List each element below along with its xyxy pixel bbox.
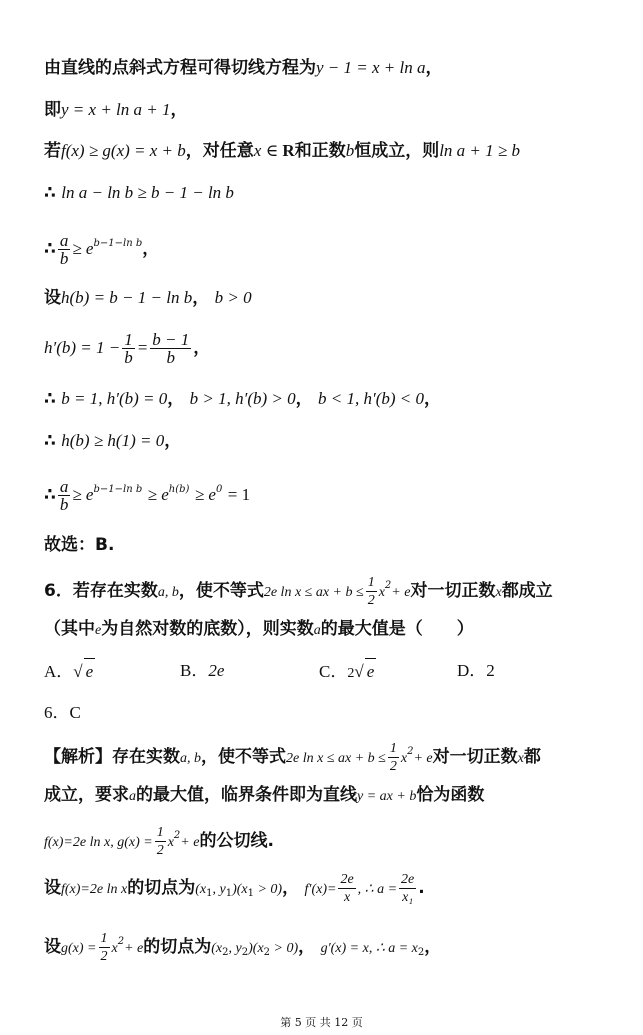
option-a: A．√ e	[44, 658, 95, 685]
fraction: $\frac{1}{2}$	[367, 575, 375, 608]
fraction: $\frac{a}{b}$	[59, 231, 69, 268]
line-answer-b: 故选：B.	[44, 535, 115, 555]
fraction: $\frac{1}{b}$	[124, 330, 133, 367]
sqrt-icon: √	[354, 662, 364, 681]
question-6-stem: 6．若存在实数a, b，使不等式2e ln x ≤ ax + b ≤ $\frac{1}{2}$ $x^2+ e$对一切正数x都成立	[44, 575, 553, 608]
option-c: C．2√ e	[319, 658, 376, 687]
line-define-h: 设h(b) = b − 1 − ln b， b > 0	[44, 288, 252, 308]
analysis-line-3: f(x)=2e ln x, g(x) = $\frac{1}{2}$ $x^2+ e$的公切线.	[44, 825, 274, 858]
fraction: $\frac{2e}{\text{x₁}}$	[401, 872, 415, 905]
fraction: $\frac{b - 1}{b}$	[152, 330, 190, 367]
line-conclusion-chain: ∴ $\frac{a}{b}$ ≥ $e^{b-1-ln b} \ge e^{h(b)} \ge e^0 = 1$	[44, 477, 251, 514]
line-ratio-exp: ∴ $\frac{a}{b}$ ≥ $e^{b-1-ln b}$，	[44, 231, 160, 268]
fraction: $\frac{1}{2}$	[389, 741, 397, 774]
line-log-inequality: ∴ ln a − ln b ≥ b − 1 − ln b	[44, 183, 234, 203]
analysis-line-4: 设f(x)=2e ln x的切点为($x_1$, $y_1)(x_1 > 0)$， f′(x)= $\frac{2e}{x}$ , ∴ a = $\frac{2e}{\text{x₁}}$ .	[44, 872, 425, 905]
line-condition: 若f(x) ≥ g(x) = x + b，对任意x ∈ R和正数b恒成立，则ln a + 1 ≥ b	[44, 141, 520, 161]
page-number-footer: 第 5 页 共 12 页	[280, 1016, 363, 1029]
option-d: D．2	[457, 661, 495, 680]
question-6-options	[44, 658, 623, 684]
line-derivative-h: h′(b) = 1 − $\frac{1}{b}$ = $\frac{b - 1}{b}$ ，	[44, 330, 211, 367]
sqrt-icon: √	[73, 662, 83, 681]
line-h-minimum: ∴ h(b) ≥ h(1) = 0，	[44, 431, 182, 451]
analysis-line-5: 设g(x) = $\frac{1}{2}$ $x^2+ e$的切点为($x_2$, $y_2)(x_2 > 0)$， g′(x) = x, ∴ $a = x_2$，	[44, 931, 442, 964]
analysis-line-1: 【解析】存在实数a, b，使不等式2e ln x ≤ ax + b ≤ $\frac{1}{2}$ $x^2+ e$对一切正数x都	[44, 741, 541, 774]
fraction: $\frac{1}{2}$	[100, 931, 108, 964]
analysis-line-2: 成立，要求a的最大值，临界条件即为直线y = ax + b恰为函数	[44, 785, 485, 805]
fraction: $\frac{a}{b}$	[59, 477, 69, 514]
line-tangent-simplified: 即y = x + ln a + 1，	[44, 100, 188, 120]
question-6-stem-cont: （其中e为自然对数的底数），则实数a的最大值是（ ）	[44, 619, 474, 639]
answer-6: 6．C	[44, 703, 81, 722]
line-tangent-equation: 由直线的点斜式方程可得切线方程为y − 1 = x + ln a，	[44, 58, 443, 78]
line-monotonicity: ∴ b = 1, h′(b) = 0， b > 1, h′(b) > 0， b < 1, h′(b) < 0，	[44, 389, 442, 409]
fraction: $\frac{1}{2}$	[156, 825, 164, 858]
fraction: $\frac{2e}{x}$	[340, 872, 354, 905]
option-b: B．2e	[180, 661, 225, 680]
